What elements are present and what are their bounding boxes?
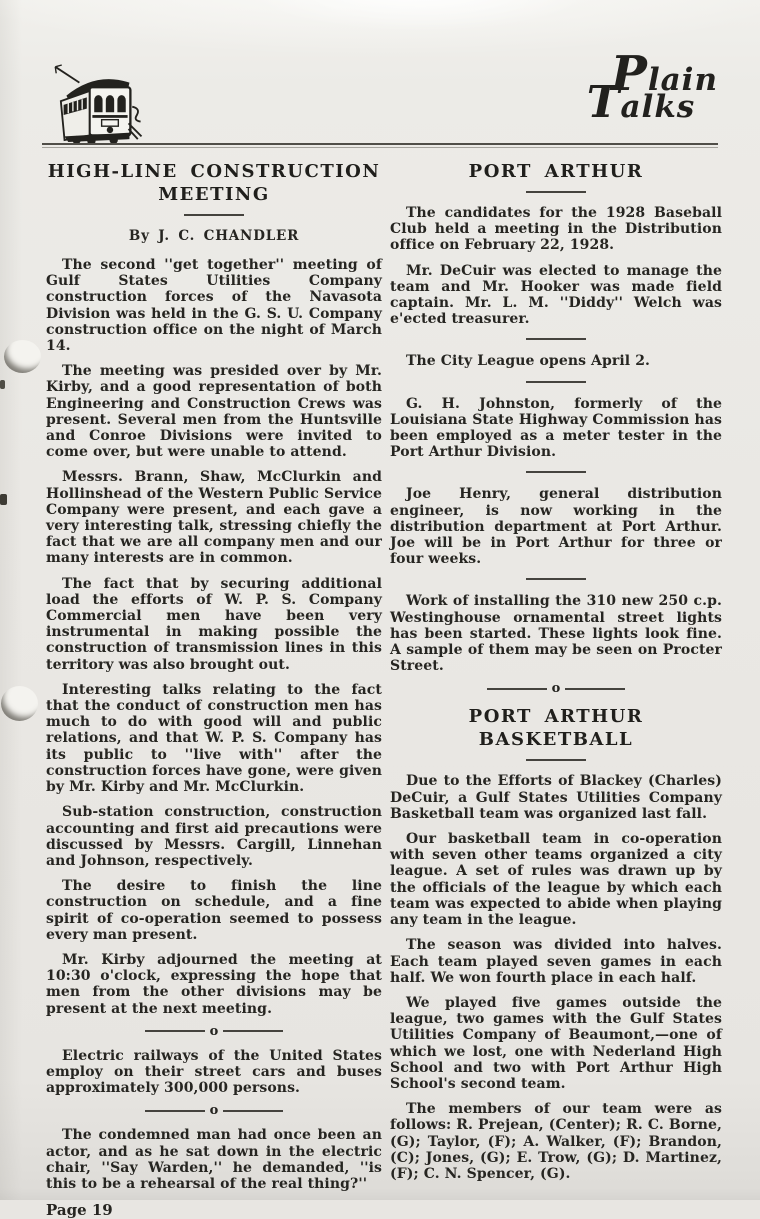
ornament-dash xyxy=(565,688,625,690)
article-paragraph: Interesting talks relating to the fact that the conduct of construction men has much to do with good will and public relations, and that W. P. S. Company has its public to ''live with'' after the construction forces have gone, were given by Mr. Kirby and Mr. McClurkin. xyxy=(46,681,382,796)
brief-divider xyxy=(526,578,586,580)
article-paragraph: The members of our team were as follows: R. Prejean, (Center); R. C. Borne, (G); Taylor, (F); A. Walker, (F); Brandon, (C); Jones, (G); E. Trow, (G); D. Martinez, (F); C. N. Spencer, (G). xyxy=(390,1101,722,1182)
article-paragraph: Due to the Efforts of Blackey (Charles) DeCuir, a Gulf States Utilities Company Basketball team was organized last fall. xyxy=(390,773,722,822)
heading-rule xyxy=(526,191,586,193)
filler-paragraph: Electric railways of the United States employ on their street cars and buses approximately 300,000 persons. xyxy=(46,1047,382,1097)
scan-speck xyxy=(0,494,7,505)
article-paragraph: The desire to finish the line construction on schedule, and a fine spirit of co-operation seemed to possess every man present. xyxy=(46,878,382,943)
brief-divider xyxy=(526,471,586,473)
ornament-o: o xyxy=(551,681,561,697)
scan-speck xyxy=(0,380,5,389)
news-brief: Joe Henry, general distribution engineer, is now working in the distribution department at Port Arthur. Joe will be in Port Arthur for three or four weeks. xyxy=(390,486,722,568)
article-byline: By J. C. CHANDLER xyxy=(128,228,300,244)
article-paragraph: The meeting was presided over by Mr. Kirby, and a good representation of both Engineering and Construction Crews was present. Several men from the Huntsville and Conroe Divisions were invited to come over, but were unable to attend. xyxy=(46,363,382,461)
news-brief: G. H. Johnston, formerly of the Louisiana State Highway Commission has been employed as a meter tester in the Port Arthur Division. xyxy=(390,395,722,461)
article-paragraph: We played five games outside the league, two games with the Gulf States Utilities Company of Beaumont,—one of which we lost, one with Nederland High School and two with Port Arthur High School's second team. xyxy=(390,994,722,1092)
ornament-dash xyxy=(145,1030,205,1032)
logo-word-talks: Talks xyxy=(586,77,696,128)
brief-divider xyxy=(526,381,586,383)
binding-hole-bottom xyxy=(1,686,38,721)
ornament-dash xyxy=(223,1110,283,1112)
filler-paragraph: The condemned man had once been an actor, and as he sat down in the electric chair, ''Say Warden,'' he demanded, ''is this to be a rehearsal of the real thing?'' xyxy=(46,1127,382,1192)
heading-rule xyxy=(184,214,244,216)
section-ornament xyxy=(390,681,722,697)
section-heading-basketball: PORT ARTHUR BASKETBALL xyxy=(468,706,644,751)
binding-hole-top xyxy=(4,340,41,373)
news-brief: Mr. DeCuir was elected to manage the team and Mr. Hooker was made field captain. Mr. L. M. ''Diddy'' Welch was e'ected treasurer. xyxy=(390,262,722,328)
page-number: Page 19 xyxy=(46,1201,113,1219)
streetcar-icon xyxy=(46,62,148,144)
article-paragraph: Our basketball team in co-operation with seven other teams organized a city league. A set of rules was drawn up by the officials of the league by which each team was expected to abide when playing any team in the league. xyxy=(390,831,722,929)
article-paragraph: The season was divided into halves. Each team played seven games in each half. We won fourth place in each half. xyxy=(390,937,722,986)
article-paragraph: Messrs. Brann, Shaw, McClurkin and Hollinshead of the Western Public Service Company were present, and each gave a very interesting talk, stressing chiefly the fact that we are all company men and our many interests are in common. xyxy=(46,469,382,567)
right-column xyxy=(390,156,722,1191)
article-paragraph: The second ''get together'' meeting of Gulf States Utilities Company construction forces of the Navasota Division was held in the G. S. U. Company construction office on the night of March 14. xyxy=(46,257,382,355)
ornament-dash xyxy=(487,688,547,690)
news-brief: The candidates for the 1928 Baseball Club held a meeting in the Distribution office on February 22, 1928. xyxy=(390,205,722,254)
article-heading: HIGH-LINE CONSTRUCTION MEETING xyxy=(47,161,381,205)
article-paragraph: Mr. Kirby adjourned the meeting at 10:30 o'clock, expressing the hope that men from the other divisions may be present at the next meeting. xyxy=(46,951,382,1017)
article-paragraph: The fact that by securing additional load the efforts of W. P. S. Company Commercial men have been very instrumental in making possible the construction of transmission lines in this territory was also brought out. xyxy=(46,575,382,673)
ornament-dash xyxy=(223,1030,283,1032)
heading-rule xyxy=(526,759,586,761)
news-brief: The City League opens April 2. xyxy=(406,353,651,370)
section-heading-port-arthur: PORT ARTHUR xyxy=(468,161,644,182)
section-ornament xyxy=(46,1023,382,1039)
section-ornament xyxy=(46,1103,382,1119)
brief-divider xyxy=(526,338,586,340)
ornament-o: o xyxy=(209,1023,219,1039)
news-brief: Work of installing the 310 new 250 c.p. Westinghouse ornamental street lights has been started. These lights look fine. A sample of them may be seen on Procter Street. xyxy=(390,593,722,675)
left-column xyxy=(46,156,382,1219)
masthead-rule xyxy=(42,143,718,148)
plain-talks-logo xyxy=(581,46,718,128)
article-paragraph: Sub-station construction, construction accounting and first aid precautions were discussed by Messrs. Cargill, Linnehan and Johnson, respectively. xyxy=(46,804,382,869)
ornament-dash xyxy=(145,1110,205,1112)
ornament-o: o xyxy=(209,1103,219,1119)
logo-word-plain: Plain xyxy=(610,46,718,102)
